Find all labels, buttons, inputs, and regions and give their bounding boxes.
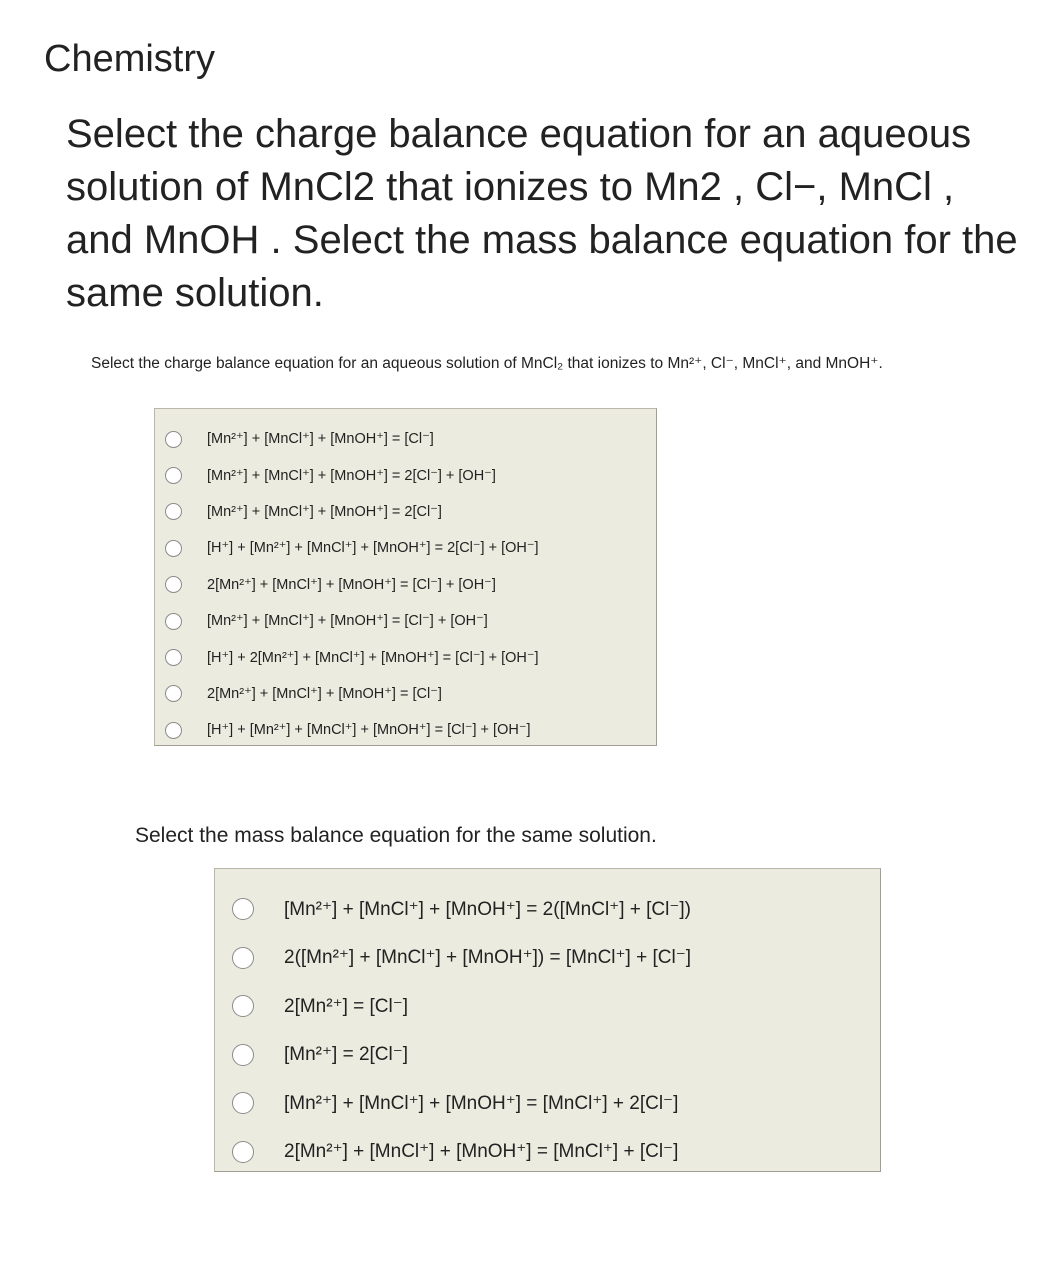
option-label: [Mn²⁺] + [MnCl⁺] + [MnOH⁺] = [Cl⁻] + [OH⁻] [207, 613, 488, 630]
radio-button[interactable] [165, 722, 182, 739]
option-label: [Mn²⁺] + [MnCl⁺] + [MnOH⁺] = 2[Cl⁻] + [OH⁻] [207, 467, 496, 484]
option-label: [H⁺] + 2[Mn²⁺] + [MnCl⁺] + [MnOH⁺] = [Cl⁻] + [OH⁻] [207, 649, 539, 666]
mass-option[interactable] [215, 982, 880, 1031]
radio-button[interactable] [232, 1044, 254, 1066]
option-label: [Mn²⁺] = 2[Cl⁻] [284, 1044, 409, 1066]
option-label: 2[Mn²⁺] = [Cl⁻] [284, 995, 409, 1017]
option-label: 2[Mn²⁺] + [MnCl⁺] + [MnOH⁺] = [Cl⁻] + [OH⁻] [207, 576, 496, 593]
radio-button[interactable] [232, 898, 254, 920]
question-text: Select the charge balance equation for an aqueous solution of MnCl2 that ionizes to Mn2 , Cl−, MnCl , and MnOH . Select the mass balance equation for the same solution. [66, 112, 1018, 315]
radio-button[interactable] [165, 467, 182, 484]
charge-option[interactable] [155, 676, 656, 712]
radio-button[interactable] [232, 1141, 254, 1163]
option-label: 2[Mn²⁺] + [MnCl⁺] + [MnOH⁺] = [Cl⁻] [207, 685, 442, 702]
radio-button[interactable] [165, 649, 182, 666]
option-label: [H⁺] + [Mn²⁺] + [MnCl⁺] + [MnOH⁺] = 2[Cl⁻] + [OH⁻] [207, 540, 539, 557]
subject-title: Chemistry [44, 38, 216, 80]
option-label: 2([Mn²⁺] + [MnCl⁺] + [MnOH⁺]) = [MnCl⁺] + [Cl⁻] [284, 947, 691, 969]
mass-balance-options [214, 868, 881, 1172]
option-label: [Mn²⁺] + [MnCl⁺] + [MnOH⁺] = [Cl⁻] [207, 431, 434, 448]
option-label: 2[Mn²⁺] + [MnCl⁺] + [MnOH⁺] = [MnCl⁺] + [Cl⁻] [284, 1141, 679, 1163]
charge-option[interactable] [155, 712, 656, 748]
radio-button[interactable] [165, 503, 182, 520]
mass-option[interactable] [215, 1128, 880, 1177]
charge-balance-options [154, 408, 657, 746]
charge-option[interactable] [155, 639, 656, 675]
option-label: [Mn²⁺] + [MnCl⁺] + [MnOH⁺] = 2([MnCl⁺] + [Cl⁻]) [284, 898, 691, 920]
option-label: [Mn²⁺] + [MnCl⁺] + [MnOH⁺] = [MnCl⁺] + 2[Cl⁻] [284, 1092, 679, 1114]
radio-button[interactable] [165, 576, 182, 593]
charge-option[interactable] [155, 494, 656, 530]
radio-button[interactable] [165, 540, 182, 557]
radio-button[interactable] [232, 1092, 254, 1114]
option-label: [Mn²⁺] + [MnCl⁺] + [MnOH⁺] = 2[Cl⁻] [207, 503, 442, 520]
charge-option[interactable] [155, 603, 656, 639]
radio-button[interactable] [165, 685, 182, 702]
option-label: [H⁺] + [Mn²⁺] + [MnCl⁺] + [MnOH⁺] = [Cl⁻] + [OH⁻] [207, 722, 531, 739]
mass-option[interactable] [215, 1031, 880, 1080]
charge-balance-prompt: Select the charge balance equation for an aqueous solution of MnCl₂ that ionizes to Mn²⁺, Cl⁻, MnCl⁺, and MnOH⁺. [91, 355, 883, 372]
mass-option[interactable] [215, 934, 880, 983]
mass-option[interactable] [215, 1079, 880, 1128]
radio-button[interactable] [232, 995, 254, 1017]
charge-option[interactable] [155, 421, 656, 457]
radio-button[interactable] [232, 947, 254, 969]
charge-option[interactable] [155, 567, 656, 603]
radio-button[interactable] [165, 613, 182, 630]
charge-option[interactable] [155, 457, 656, 493]
mass-option[interactable] [215, 885, 880, 934]
charge-option[interactable] [155, 530, 656, 566]
radio-button[interactable] [165, 431, 182, 448]
mass-balance-prompt: Select the mass balance equation for the same solution. [135, 824, 657, 847]
